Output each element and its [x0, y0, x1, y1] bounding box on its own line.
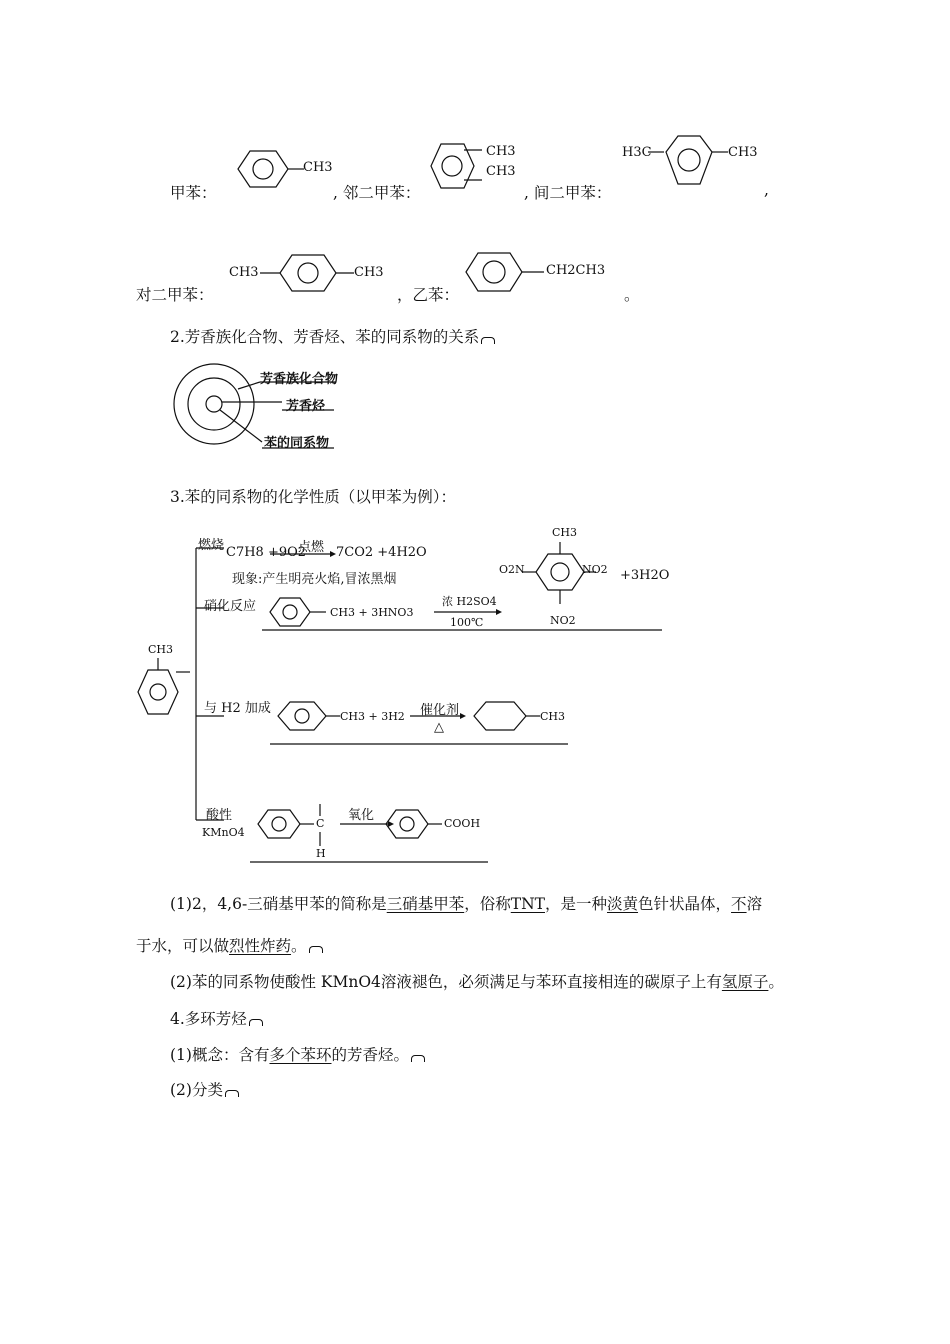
tnt-o2n: O2N: [499, 563, 525, 576]
oxidation-c: C: [316, 817, 325, 830]
combustion-equation-left: C7H8 +9O2: [226, 545, 307, 560]
ethylbenzene-ch2ch3: CH2CH3: [546, 263, 606, 278]
note-1-line-1: (1)2，4,6-三硝基甲苯的简称是三硝基甲苯，俗称TNT，是一种淡黄色针状晶体，不溶: [170, 895, 763, 913]
oxylene-ch3-bottom: CH3: [486, 164, 516, 179]
ring-middle-label: 芳香烃: [286, 399, 326, 414]
oxylene-structure: [426, 138, 486, 198]
ring-inner-label: 苯的同系物: [264, 436, 330, 451]
oxidation-condition: 氧化: [348, 808, 375, 823]
toluene-start-ch3: CH3: [148, 643, 174, 656]
benzoic-acid-cooh: COOH: [444, 817, 481, 830]
mxylene-ch3: CH3: [728, 145, 758, 160]
tnt-ch3: CH3: [552, 526, 578, 539]
section4-concept: (1)概念：含有多个苯环的芳香烃。: [170, 1043, 425, 1065]
ethylbenzene-label: ，乙苯：: [397, 286, 460, 304]
nitration-condition-top: 浓 H2SO4: [442, 595, 497, 608]
period: 。: [624, 286, 640, 304]
hydrogenation-condition-bottom: △: [434, 720, 444, 735]
combustion-phenomenon: 现象:产生明亮火焰,冒浓黑烟: [232, 572, 397, 587]
mxylene-structure: [644, 132, 734, 194]
nitration-condition-bottom: 100℃: [450, 616, 484, 629]
nitration-byproduct: +3H2O: [620, 568, 670, 583]
combustion-equation-right: 7CO2 +4H2O: [336, 545, 427, 560]
oxylene-ch3-top: CH3: [486, 144, 516, 159]
combustion-condition: 点燃: [298, 540, 325, 555]
section2-heading: 2.芳香族化合物、芳香烃、苯的同系物的关系: [170, 325, 495, 347]
pxylene-ch3-right: CH3: [354, 265, 384, 280]
tnt-no2-bottom: NO2: [550, 614, 576, 627]
toluene-ch3: CH3: [303, 160, 333, 175]
comma: ,: [764, 181, 769, 199]
pxylene-structure: [258, 252, 368, 294]
pxylene-ch3-left: CH3: [229, 265, 259, 280]
pxylene-label: 对二甲苯：: [136, 286, 214, 304]
mxylene-label: , 间二甲苯：: [524, 184, 612, 202]
nitration-reactant: CH3 + 3HNO3: [330, 606, 414, 619]
oxidation-label-top: 酸性: [206, 808, 233, 823]
section3-heading: 3.苯的同系物的化学性质（以甲苯为例）：: [170, 488, 457, 506]
cyclohexane-ch3: CH3: [540, 710, 566, 723]
oxylene-label: , 邻二甲苯：: [333, 184, 421, 202]
nitration-label: 硝化反应: [204, 599, 257, 614]
hydrogenation-reactant: CH3 + 3H2: [340, 710, 405, 723]
oxidation-h: H: [316, 847, 326, 860]
note-2: (2)苯的同系物使酸性 KMnO4溶液褪色，必须满足与苯环直接相连的碳原子上有氢原子。: [170, 973, 784, 991]
note-1-line-2: 于水，可以做烈性炸药。: [136, 934, 323, 956]
hydrogenation-label: 与 H2 加成: [204, 701, 271, 716]
mxylene-h3c: H3C: [622, 145, 652, 160]
ethylbenzene-structure: [462, 250, 552, 294]
hydrogenation-condition-top: 催化剂: [420, 703, 460, 718]
toluene-label: 甲苯：: [170, 184, 217, 202]
combustion-label: 燃烧: [198, 538, 225, 553]
tnt-no2-right: NO2: [582, 563, 608, 576]
section4-classification: (2)分类: [170, 1078, 239, 1100]
oxidation-label-bottom: KMnO4: [202, 826, 245, 839]
ring-outer-label: 芳香族化合物: [260, 372, 339, 387]
section4-heading: 4.多环芳烃: [170, 1007, 263, 1029]
